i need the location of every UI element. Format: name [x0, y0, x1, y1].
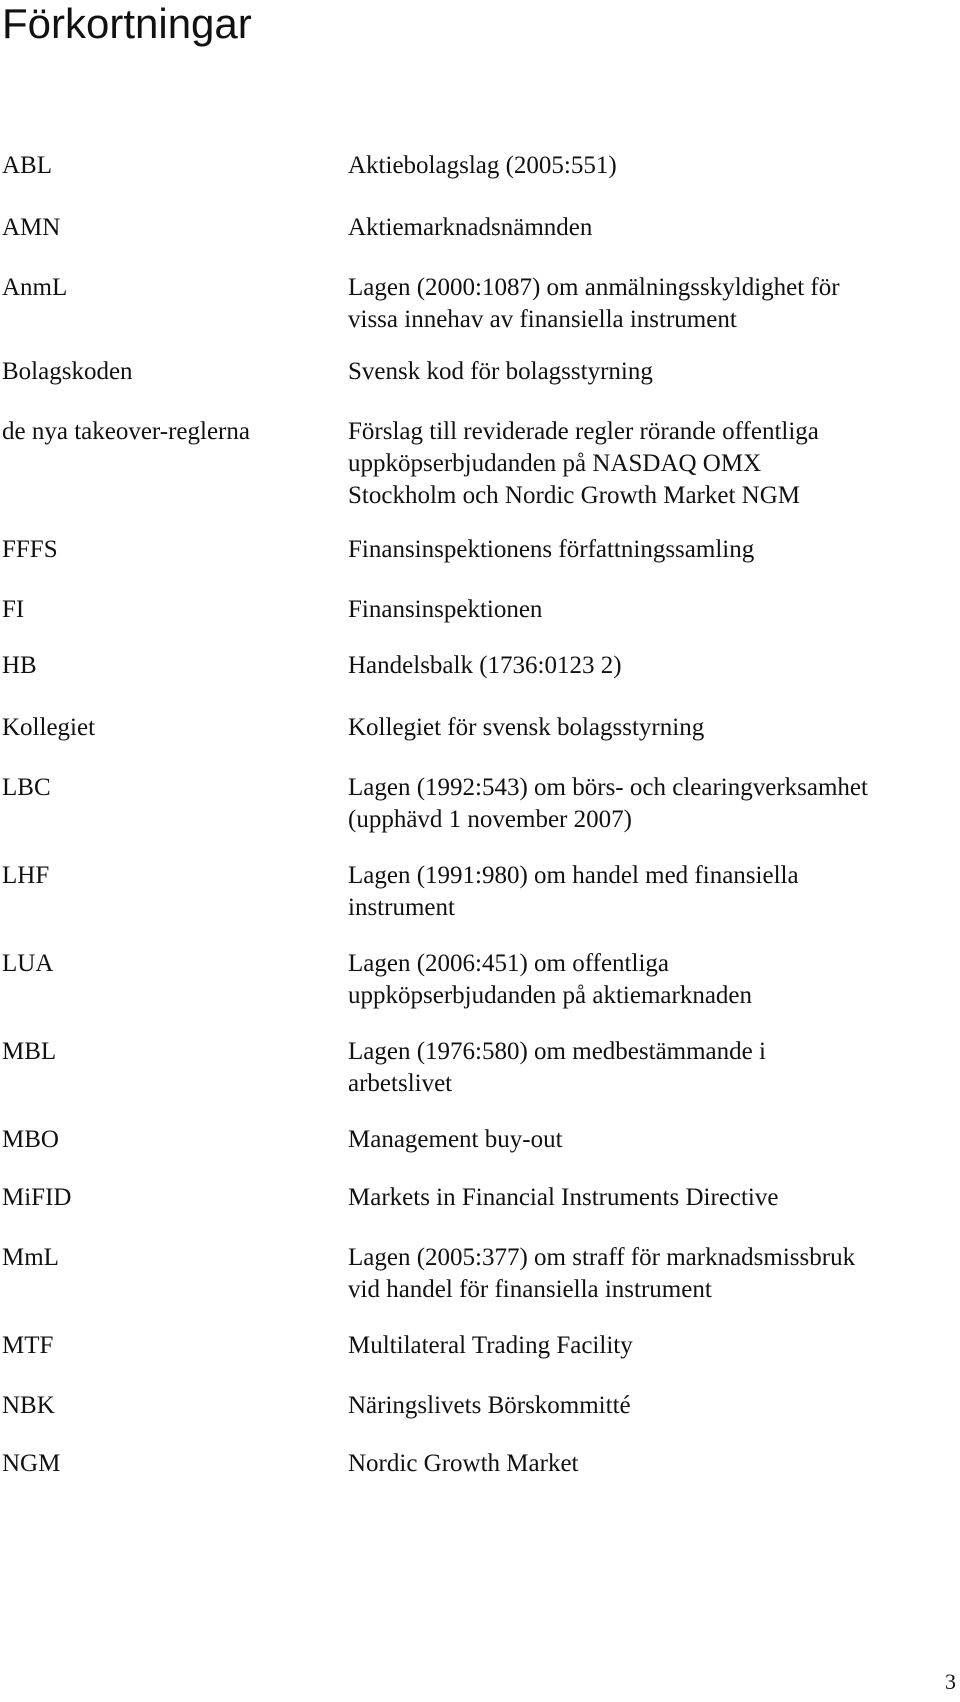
abbreviation-term: NBK	[2, 1392, 55, 1419]
page-number: 3	[945, 1669, 956, 1694]
abbreviation-definition: Svensk kod för bolagsstyrning	[348, 358, 653, 385]
abbreviation-definition: Lagen (2005:377) om straff för marknadsmissbruk	[348, 1244, 856, 1271]
abbreviation-term: AMN	[2, 214, 61, 241]
abbreviation-term: MBL	[2, 1038, 57, 1065]
abbreviation-definition: Aktiebolagslag (2005:551)	[348, 152, 617, 179]
abbreviation-definition: Lagen (1976:580) om medbestämmande i	[348, 1038, 766, 1065]
abbreviation-definition: Aktiemarknadsnämnden	[348, 214, 593, 241]
abbreviation-definition: (upphävd 1 november 2007)	[348, 806, 632, 833]
abbreviation-term: Kollegiet	[2, 714, 96, 741]
abbreviation-definition: Finansinspektionen	[348, 596, 543, 623]
abbreviation-definition: vid handel för finansiella instrument	[348, 1276, 712, 1303]
page-title: Förkortningar	[2, 0, 252, 47]
abbreviation-definition: Kollegiet för svensk bolagsstyrning	[348, 714, 705, 741]
abbreviation-definition: Finansinspektionens författningssamling	[348, 536, 755, 563]
abbreviation-definition: Markets in Financial Instruments Directive	[348, 1184, 779, 1211]
abbreviation-term: de nya takeover-reglerna	[2, 418, 250, 445]
abbreviation-term: LUA	[2, 950, 54, 977]
abbreviation-definition: uppköpserbjudanden på NASDAQ OMX	[348, 450, 762, 477]
abbreviation-term: HB	[2, 652, 37, 679]
abbreviation-term: ABL	[2, 152, 52, 179]
abbreviation-term: MBO	[2, 1126, 59, 1153]
abbreviation-term: NGM	[2, 1450, 61, 1477]
abbreviation-term: MmL	[2, 1244, 59, 1271]
abbreviation-term: LHF	[2, 862, 50, 889]
abbreviation-definition: Lagen (2000:1087) om anmälningsskyldighet för	[348, 274, 840, 301]
abbreviation-definition: uppköpserbjudanden på aktiemarknaden	[348, 982, 753, 1009]
abbreviation-term: FFFS	[2, 536, 58, 563]
abbreviation-term: FI	[2, 596, 25, 623]
abbreviation-term: AnmL	[2, 274, 68, 301]
abbreviation-definition: Lagen (1992:543) om börs- och clearingverksamhet	[348, 774, 868, 801]
abbreviation-definition: Lagen (1991:980) om handel med finansiella	[348, 862, 799, 889]
abbreviation-term: LBC	[2, 774, 51, 801]
abbreviation-definition: Förslag till reviderade regler rörande offentliga	[348, 418, 819, 445]
abbreviation-term: MiFID	[2, 1184, 72, 1211]
abbreviation-definition: Stockholm och Nordic Growth Market NGM	[348, 482, 801, 509]
abbreviation-definition: Multilateral Trading Facility	[348, 1332, 633, 1359]
abbreviation-definition: Näringslivets Börskommitté	[348, 1392, 631, 1419]
abbreviation-term: MTF	[2, 1332, 54, 1359]
abbreviation-definition: instrument	[348, 894, 455, 921]
abbreviation-term: Bolagskoden	[2, 358, 133, 385]
abbreviation-definition: Nordic Growth Market	[348, 1450, 579, 1477]
abbreviation-definition: Management buy-out	[348, 1126, 563, 1153]
abbreviation-definition: vissa innehav av finansiella instrument	[348, 306, 737, 333]
abbreviation-definition: arbetslivet	[348, 1070, 453, 1097]
abbreviation-definition: Lagen (2006:451) om offentliga	[348, 950, 669, 977]
abbreviation-definition: Handelsbalk (1736:0123 2)	[348, 652, 622, 679]
